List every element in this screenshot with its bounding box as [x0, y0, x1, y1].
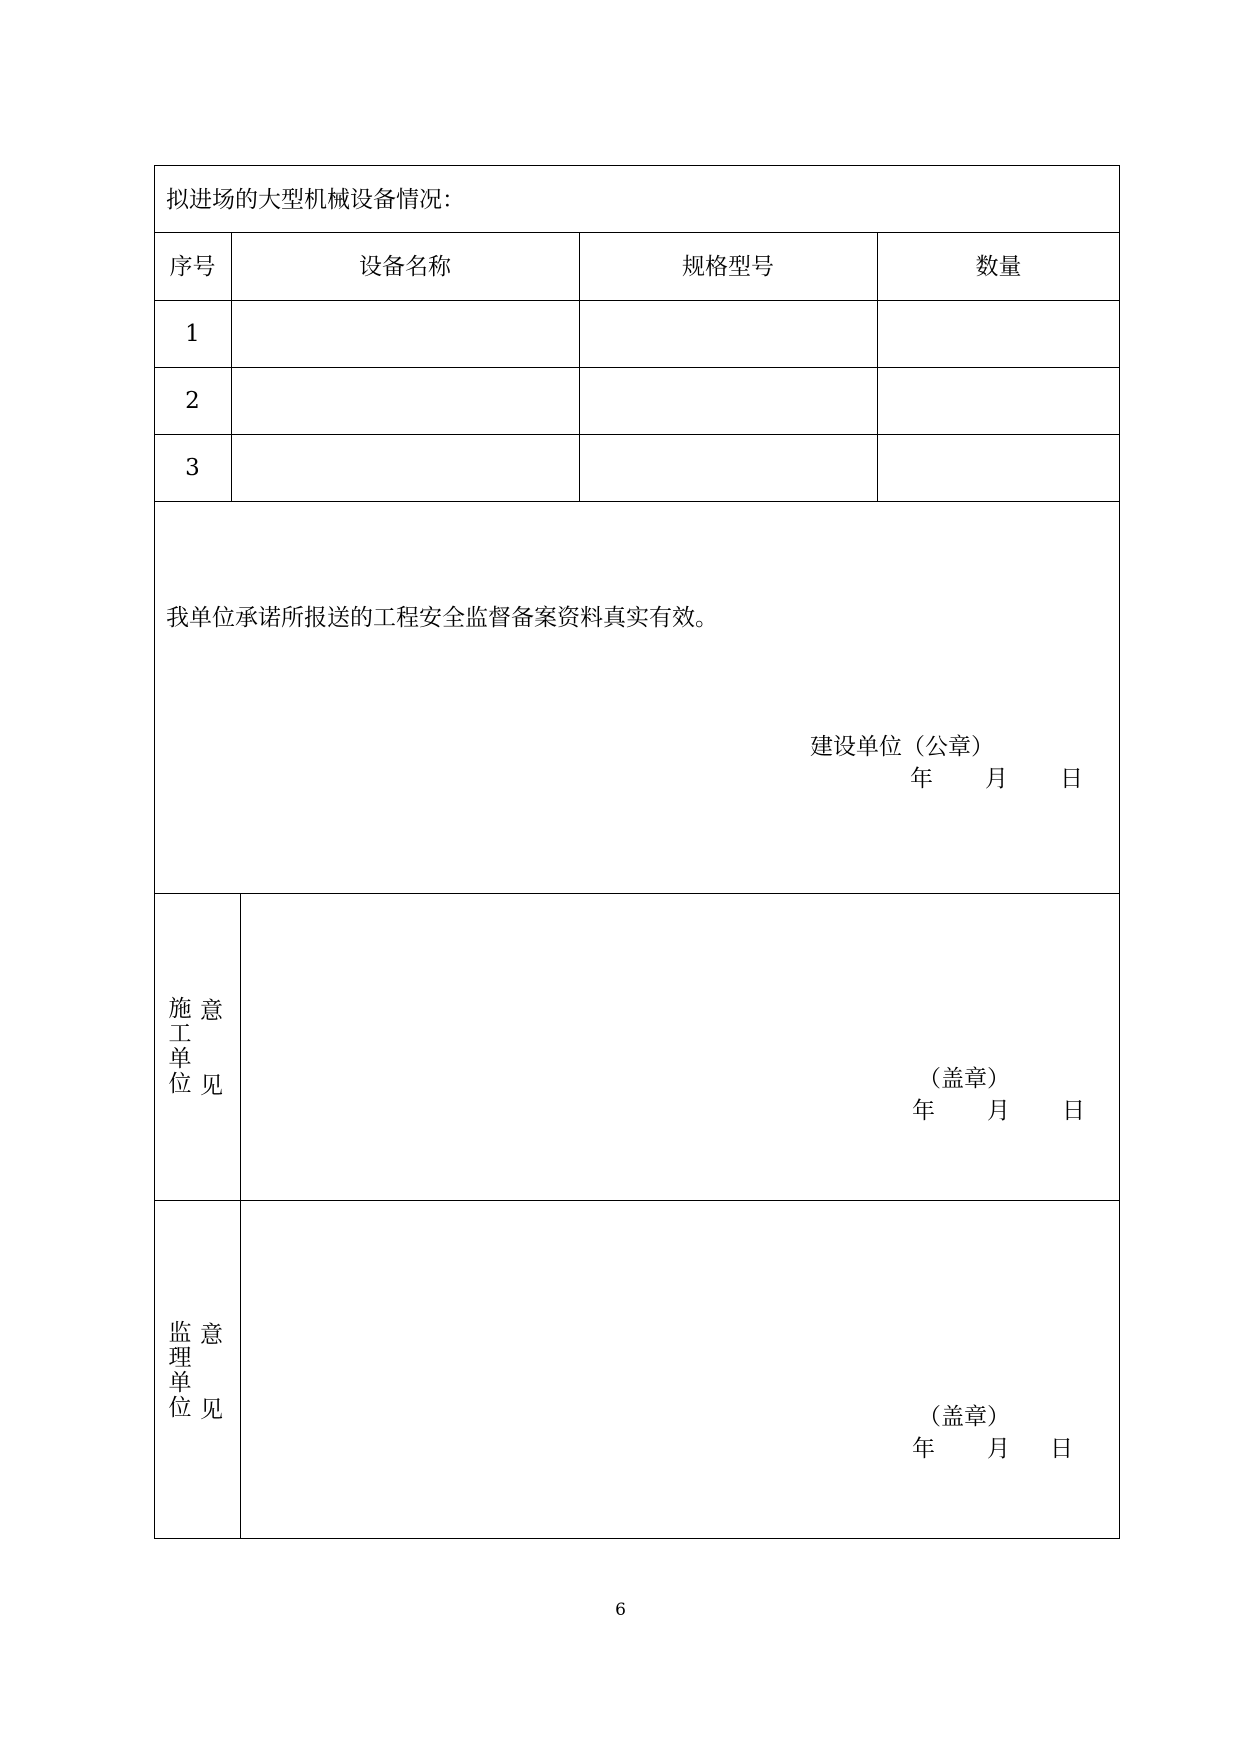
label-char: 理 [168, 1345, 192, 1371]
column-header-qty: 数量 [975, 254, 1022, 280]
label-char: 位 [168, 1395, 192, 1421]
date-year: 年 [910, 766, 933, 792]
label-char: 施 [168, 996, 192, 1022]
column-header-no: 序号 [169, 254, 216, 280]
date-month: 月 [985, 766, 1008, 792]
supervisor-label-yi: 意 [200, 1322, 223, 1348]
commitment-signer: 建设单位（公章） [810, 734, 994, 760]
row-divider [154, 893, 1120, 894]
label-char: 监 [168, 1320, 192, 1346]
supervisor-label-jian: 见 [200, 1397, 223, 1423]
label-char: 位 [168, 1071, 192, 1097]
row-divider [154, 1200, 1120, 1201]
contractor-label-col1 [167, 997, 193, 1097]
supervisor-label-col1 [167, 1321, 193, 1421]
form-frame [154, 165, 1120, 1539]
label-char: 单 [168, 1046, 192, 1072]
row-divider [154, 434, 1120, 435]
row-number: 2 [185, 388, 200, 414]
date-day: 日 [1050, 1436, 1073, 1462]
column-header-name: 设备名称 [359, 254, 451, 280]
column-divider [240, 893, 241, 1200]
row-divider [154, 367, 1120, 368]
contractor-label-jian: 见 [200, 1073, 223, 1099]
contractor-label-yi: 意 [200, 998, 223, 1024]
row-divider [154, 501, 1120, 502]
column-header-model: 规格型号 [682, 254, 774, 280]
date-year: 年 [912, 1436, 935, 1462]
date-month: 月 [987, 1436, 1010, 1462]
column-divider [240, 1200, 241, 1538]
row-number: 3 [185, 455, 200, 481]
date-month: 月 [987, 1098, 1010, 1124]
contractor-stamp: （盖章） [918, 1066, 1010, 1092]
label-char: 工 [168, 1021, 192, 1047]
date-year: 年 [912, 1098, 935, 1124]
date-day: 日 [1062, 1098, 1085, 1124]
equipment-section-heading: 拟进场的大型机械设备情况： [166, 187, 465, 213]
supervisor-stamp: （盖章） [918, 1404, 1010, 1430]
row-divider [154, 232, 1120, 233]
commitment-statement: 我单位承诺所报送的工程安全监督备案资料真实有效。 [166, 605, 718, 631]
date-day: 日 [1060, 766, 1083, 792]
label-char: 单 [168, 1370, 192, 1396]
row-number: 1 [185, 321, 200, 347]
row-divider [154, 300, 1120, 301]
page-number: 6 [615, 1600, 626, 1620]
